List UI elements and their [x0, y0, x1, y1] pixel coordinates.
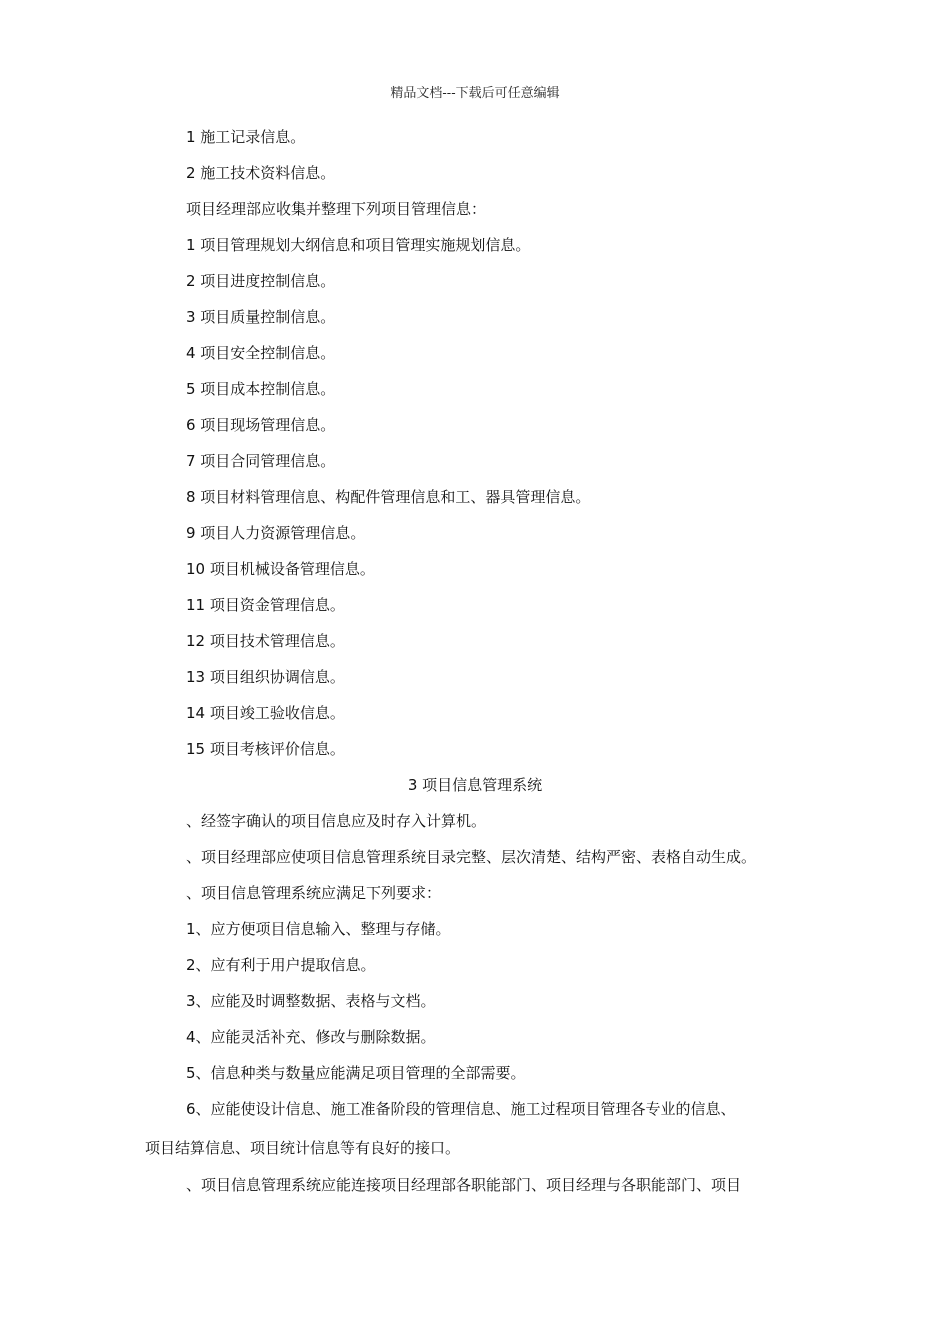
list-item: 6 项目现场管理信息。	[186, 416, 336, 434]
section-heading: 3 项目信息管理系统	[407, 776, 543, 794]
list-item: 5、信息种类与数量应能满足项目管理的全部需要。	[186, 1064, 526, 1082]
text-line: 、项目经理部应使项目信息管理系统目录完整、层次清楚、结构严密、表格自动生成。	[186, 848, 757, 866]
text-line: 2 施工技术资料信息。	[186, 164, 336, 182]
list-item: 13 项目组织协调信息。	[186, 668, 345, 686]
list-item: 7 项目合同管理信息。	[186, 452, 336, 470]
list-item: 11 项目资金管理信息。	[186, 596, 345, 614]
list-item: 5 项目成本控制信息。	[186, 380, 336, 398]
page-header: 精品文档---下载后可任意编辑	[390, 86, 560, 101]
list-item: 1、应方便项目信息输入、整理与存储。	[186, 920, 451, 938]
text-line: 项目经理部应收集并整理下列项目管理信息：	[186, 200, 487, 218]
list-item: 4、应能灵活补充、修改与删除数据。	[186, 1028, 436, 1046]
list-item: 10 项目机械设备管理信息。	[186, 560, 375, 578]
list-item: 14 项目竣工验收信息。	[186, 704, 345, 722]
text-line: 、项目信息管理系统应满足下列要求：	[186, 884, 442, 902]
list-item: 8 项目材料管理信息、构配件管理信息和工、器具管理信息。	[186, 488, 591, 506]
list-item: 1 项目管理规划大纲信息和项目管理实施规划信息。	[186, 236, 531, 254]
list-item: 2 项目进度控制信息。	[186, 272, 336, 290]
text-line: 、项目信息管理系统应能连接项目经理部各职能部门、项目经理与各职能部门、项目	[186, 1176, 742, 1194]
list-item: 9 项目人力资源管理信息。	[186, 524, 366, 542]
list-item: 6、应能使设计信息、施工准备阶段的管理信息、施工过程项目管理各专业的信息、	[186, 1100, 736, 1118]
text-line: 、经签字确认的项目信息应及时存入计算机。	[186, 812, 487, 830]
list-item: 3、应能及时调整数据、表格与文档。	[186, 992, 436, 1010]
text-line: 1 施工记录信息。	[186, 128, 306, 146]
list-item: 3 项目质量控制信息。	[186, 308, 336, 326]
text-line: 项目结算信息、项目统计信息等有良好的接口。	[145, 1139, 461, 1157]
list-item: 15 项目考核评价信息。	[186, 740, 345, 758]
list-item: 4 项目安全控制信息。	[186, 344, 336, 362]
list-item: 12 项目技术管理信息。	[186, 632, 345, 650]
list-item: 2、应有利于用户提取信息。	[186, 956, 376, 974]
